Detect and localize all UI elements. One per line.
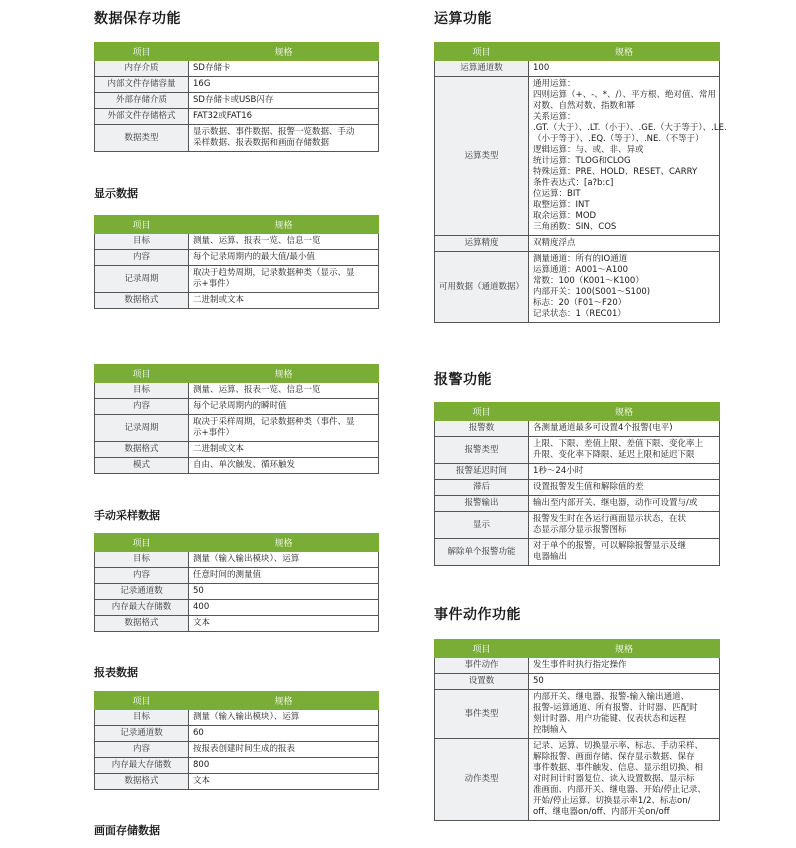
row-item: 目标 xyxy=(95,234,189,250)
table-header-row xyxy=(95,43,379,61)
spec-line: 50 xyxy=(533,676,544,686)
screen-save-title: 画面存储数据 xyxy=(94,824,160,837)
table-header-row xyxy=(95,692,379,710)
row-spec xyxy=(189,758,379,774)
spec-line: 记录状态：1（REC01） xyxy=(533,309,626,319)
display-data-section xyxy=(94,187,379,201)
spec-line: （小于等于）、.EQ.（等于）、.NE.（不等于） xyxy=(533,134,704,144)
row-spec xyxy=(189,415,379,442)
spec-line: 位运算：BIT xyxy=(533,189,581,199)
row-spec xyxy=(529,512,720,539)
row-item: 报警延迟时间 xyxy=(435,464,529,480)
header-item: 项目 xyxy=(95,534,189,552)
row-spec xyxy=(189,266,379,293)
spec-line: 运算通道：A001～A100 xyxy=(533,265,629,275)
spec-line: 记录、运算、切换显示率、标志、手动采样、 xyxy=(533,741,704,751)
event-action-table-wrap xyxy=(434,639,720,821)
table-row xyxy=(95,125,379,152)
row-item: 内容 xyxy=(95,250,189,266)
spec-line: 测量、运算、报表一览、信息一览 xyxy=(193,236,321,246)
spec-line: 1秒～24小时 xyxy=(533,466,584,476)
row-spec xyxy=(529,236,720,252)
table-row xyxy=(95,61,379,77)
spec-line: 自由、单次触发、循环触发 xyxy=(193,460,296,470)
table-row xyxy=(95,399,379,415)
row-spec xyxy=(189,399,379,415)
header-spec: 规格 xyxy=(189,43,379,61)
spec-line: 事件数据、事件触发、信息、显示组切换、相 xyxy=(533,763,704,773)
row-spec xyxy=(189,234,379,250)
row-item: 记录周期 xyxy=(95,415,189,442)
spec-line: 每个记录周期内的瞬时值 xyxy=(193,401,287,411)
row-spec xyxy=(189,616,379,632)
spec-line: 各测量通道最多可设置4个报警(电平) xyxy=(533,423,673,433)
row-item: 内存最大存储数 xyxy=(95,758,189,774)
row-spec xyxy=(529,77,727,236)
spec-line: 关系运算： xyxy=(533,112,576,122)
spec-line: 显示数据、事件数据、报警一览数据、手动 xyxy=(193,127,355,137)
table-row xyxy=(95,600,379,616)
spec-line: 60 xyxy=(193,728,204,738)
row-item: 记录周期 xyxy=(95,266,189,293)
spec-line: 文本 xyxy=(193,776,211,786)
table-row xyxy=(435,496,720,512)
table-header-row xyxy=(95,534,379,552)
table-row xyxy=(435,61,720,77)
header-spec: 规格 xyxy=(529,43,720,61)
spec-line: 准画面、内部开关、继电器、开始/停止记录、 xyxy=(533,785,706,795)
row-spec xyxy=(189,568,379,584)
row-item: 数据格式 xyxy=(95,774,189,790)
event-data-table-wrap xyxy=(94,364,379,474)
spec-line: 对数、自然对数、指数和幂 xyxy=(533,101,636,111)
row-spec xyxy=(529,464,720,480)
calc-title: 运算功能 xyxy=(434,11,492,27)
table-row xyxy=(95,710,379,726)
row-item: 数据类型 xyxy=(95,125,189,152)
spec-line: 取决于趋势周期，记录数据种类（显示、显 xyxy=(193,268,355,278)
table-header-row xyxy=(95,365,379,383)
spec-line: 态显示部分显示报警图标 xyxy=(533,525,627,535)
table-row xyxy=(95,552,379,568)
spec-line: 刻计时器、用户功能键、仪表状态和远程 xyxy=(533,714,687,724)
spec-line: 采样数据、报表数据和画面存储数据 xyxy=(193,138,330,148)
screen-save-section xyxy=(94,824,379,838)
row-item: 目标 xyxy=(95,710,189,726)
spec-line: 内部开关：100(S001～S100) xyxy=(533,287,651,297)
manual-sample-table-wrap xyxy=(94,533,379,632)
row-spec xyxy=(189,93,379,109)
table-row xyxy=(95,458,379,474)
table-row xyxy=(435,77,720,236)
row-item: 报警类型 xyxy=(435,437,529,464)
spec-line: 通用运算： xyxy=(533,79,576,89)
table-row xyxy=(435,252,720,323)
header-item: 项目 xyxy=(95,365,189,383)
row-item: 可用数据（通道数据） xyxy=(435,252,529,323)
table-row xyxy=(95,568,379,584)
table-row xyxy=(95,109,379,125)
row-spec xyxy=(189,125,379,152)
spec-line: 内部开关、继电器、报警-输入输出通道、 xyxy=(533,692,690,702)
row-spec xyxy=(189,584,379,600)
table-row xyxy=(95,742,379,758)
table-row xyxy=(95,77,379,93)
table-row xyxy=(95,250,379,266)
row-spec xyxy=(189,774,379,790)
spec-line: 电器输出 xyxy=(533,552,568,562)
row-item: 目标 xyxy=(95,552,189,568)
spec-line: 输出至内部开关、继电器，动作可设置与/或 xyxy=(533,498,698,508)
spec-line: 对时间计时器复位、读入设置数据、显示标 xyxy=(533,774,695,784)
header-item: 项目 xyxy=(95,216,189,234)
table-row xyxy=(435,421,720,437)
row-item: 内存介质 xyxy=(95,61,189,77)
spec-line: .GT.（大于）、.LT.（小于）、.GE.（大于等于）、.LE. xyxy=(533,123,727,133)
table-row xyxy=(95,234,379,250)
table-row xyxy=(95,266,379,293)
spec-line: 报警发生时在各运行画面显示状态，在状 xyxy=(533,514,687,524)
row-spec xyxy=(529,539,720,566)
spec-line: 二进制或文本 xyxy=(193,295,245,305)
row-spec xyxy=(189,109,379,125)
spec-line: 三角函数：SIN、COS xyxy=(533,222,617,232)
table-header-row xyxy=(435,640,720,658)
row-spec xyxy=(189,61,379,77)
header-spec: 规格 xyxy=(189,216,379,234)
spec-line: 400 xyxy=(193,602,210,612)
spec-line: 常数：100（K001～K100） xyxy=(533,276,644,286)
spec-line: 任意时间的测量值 xyxy=(193,570,262,580)
spec-line: off、继电器on/off、内部开关on/off xyxy=(533,807,670,817)
spec-line: 解除报警、画面存储、保存显示数据、保存 xyxy=(533,752,695,762)
spec-line: 对于单个的报警，可以解除报警显示及继 xyxy=(533,541,687,551)
table-row xyxy=(435,690,720,739)
spec-line: SD存储卡 xyxy=(193,63,231,73)
header-item: 项目 xyxy=(435,43,529,61)
spec-line: 测量通道：所有的IO通道 xyxy=(533,254,628,264)
row-spec xyxy=(189,442,379,458)
spec-line: 报警-运算通道、所有报警、计时器、匹配时 xyxy=(533,703,698,713)
spec-line: 取余运算：MOD xyxy=(533,211,597,221)
event-action-section xyxy=(434,606,720,624)
spec-line: 100 xyxy=(533,63,550,73)
table-row xyxy=(95,93,379,109)
table-row xyxy=(95,584,379,600)
row-item: 解除单个报警功能 xyxy=(435,539,529,566)
spec-line: 二进制或文本 xyxy=(193,444,245,454)
table-row xyxy=(95,774,379,790)
spec-line: 按报表创建时间生成的报表 xyxy=(193,744,296,754)
table-row xyxy=(95,726,379,742)
alarm-table xyxy=(434,402,720,566)
calc-section xyxy=(434,10,720,28)
row-item: 运算通道数 xyxy=(435,61,529,77)
row-item: 显示 xyxy=(435,512,529,539)
table-row xyxy=(435,437,720,464)
row-item: 事件动作 xyxy=(435,658,529,674)
spec-line: 测量（输入输出模块）、运算 xyxy=(193,712,300,722)
report-data-table xyxy=(94,691,379,790)
manual-sample-title: 手动采样数据 xyxy=(94,509,160,522)
row-item: 动作类型 xyxy=(435,739,529,821)
spec-line: 双精度浮点 xyxy=(533,238,576,248)
spec-line: 特殊运算：PRE、HOLD、RESET、CARRY xyxy=(533,167,698,177)
display-data-table xyxy=(94,215,379,309)
header-spec: 规格 xyxy=(529,403,720,421)
row-spec xyxy=(529,480,720,496)
table-row xyxy=(435,539,720,566)
data-save-table-wrap xyxy=(94,42,379,152)
spec-line: 取决于采样周期，记录数据种类（事件、显 xyxy=(193,417,355,427)
table-header-row xyxy=(435,43,720,61)
header-spec: 规格 xyxy=(189,692,379,710)
report-data-section xyxy=(94,666,379,680)
row-spec xyxy=(189,458,379,474)
table-row xyxy=(435,236,720,252)
data-save-table xyxy=(94,42,379,152)
table-row xyxy=(95,293,379,309)
row-spec xyxy=(189,250,379,266)
row-item: 内存最大存储数 xyxy=(95,600,189,616)
row-spec xyxy=(189,742,379,758)
spec-line: 控制输入 xyxy=(533,725,568,735)
row-item: 内容 xyxy=(95,399,189,415)
spec-line: FAT32或FAT16 xyxy=(193,111,253,121)
calc-table xyxy=(434,42,727,323)
row-spec xyxy=(529,421,720,437)
spec-line: 设置报警发生值和解除值的差 xyxy=(533,482,644,492)
row-item: 运算类型 xyxy=(435,77,529,236)
table-header-row xyxy=(435,403,720,421)
data-save-section xyxy=(94,10,379,28)
spec-line: 四则运算（+、-、*、/）、平方根、绝对值、常用 xyxy=(533,90,717,100)
table-row xyxy=(95,415,379,442)
report-data-table-wrap xyxy=(94,691,379,790)
header-item: 项目 xyxy=(95,43,189,61)
table-row xyxy=(435,512,720,539)
spec-line: 测量、运算、报表一览、信息一览 xyxy=(193,385,321,395)
row-spec xyxy=(529,61,720,77)
row-item: 内容 xyxy=(95,568,189,584)
row-spec xyxy=(189,293,379,309)
row-item: 内容 xyxy=(95,742,189,758)
row-item: 外部文件存储格式 xyxy=(95,109,189,125)
row-spec xyxy=(189,726,379,742)
row-item: 目标 xyxy=(95,383,189,399)
manual-sample-table xyxy=(94,533,379,632)
event-action-title: 事件动作功能 xyxy=(434,607,521,623)
display-data-title: 显示数据 xyxy=(94,187,138,200)
spec-line: 逻辑运算：与、或、非、异或 xyxy=(533,145,644,155)
spec-line: 条件表达式：[a?b:c] xyxy=(533,178,614,188)
spec-line: 50 xyxy=(193,586,204,596)
alarm-section xyxy=(434,371,720,389)
table-row xyxy=(435,658,720,674)
event-data-table xyxy=(94,364,379,474)
row-spec xyxy=(189,600,379,616)
table-row xyxy=(95,383,379,399)
table-row xyxy=(95,442,379,458)
manual-sample-section xyxy=(94,509,379,523)
spec-line: 取整运算：INT xyxy=(533,200,590,210)
row-spec xyxy=(189,77,379,93)
spec-line: 上限、下限、差值上限、差值下限、变化率上 xyxy=(533,439,704,449)
row-spec xyxy=(529,690,720,739)
spec-line: 统计运算：TLOG和CLOG xyxy=(533,156,631,166)
row-spec xyxy=(189,383,379,399)
spec-line: 发生事件时执行指定操作 xyxy=(533,660,627,670)
table-header-row xyxy=(95,216,379,234)
header-item: 项目 xyxy=(95,692,189,710)
row-spec xyxy=(529,496,720,512)
spec-line: 文本 xyxy=(193,618,211,628)
report-data-title: 报表数据 xyxy=(94,666,138,679)
row-spec xyxy=(529,437,720,464)
data-save-title: 数据保存功能 xyxy=(94,11,181,27)
row-spec xyxy=(529,252,720,323)
spec-line: 每个记录周期内的最大值/最小值 xyxy=(193,252,315,262)
header-spec: 规格 xyxy=(189,365,379,383)
spec-line: 800 xyxy=(193,760,210,770)
header-spec: 规格 xyxy=(189,534,379,552)
spec-line: 升限、变化率下降限、延迟上限和延迟下限 xyxy=(533,450,695,460)
row-item: 数据格式 xyxy=(95,293,189,309)
row-item: 数据格式 xyxy=(95,442,189,458)
spec-line: 示+事件） xyxy=(193,279,235,289)
table-row xyxy=(95,758,379,774)
spec-line: SD存储卡或USB闪存 xyxy=(193,95,274,105)
row-item: 设置数 xyxy=(435,674,529,690)
spec-line: 16G xyxy=(193,79,211,89)
row-item: 模式 xyxy=(95,458,189,474)
row-spec xyxy=(189,710,379,726)
row-item: 事件类型 xyxy=(435,690,529,739)
row-item: 滞后 xyxy=(435,480,529,496)
row-item: 记录通道数 xyxy=(95,726,189,742)
spec-line: 测量（输入输出模块）、运算 xyxy=(193,554,300,564)
event-action-table xyxy=(434,639,720,821)
table-row xyxy=(435,480,720,496)
row-item: 记录通道数 xyxy=(95,584,189,600)
row-item: 内部文件存储容量 xyxy=(95,77,189,93)
display-data-table-wrap xyxy=(94,215,379,309)
header-spec: 规格 xyxy=(529,640,720,658)
spec-line: 开始/停止运算、切换显示率1/2、标志on/ xyxy=(533,796,691,806)
row-item: 数据格式 xyxy=(95,616,189,632)
table-row xyxy=(435,464,720,480)
table-row xyxy=(95,616,379,632)
row-spec xyxy=(189,552,379,568)
row-spec xyxy=(529,658,720,674)
row-item: 外部存储介质 xyxy=(95,93,189,109)
spec-line: 标志：20（F01～F20） xyxy=(533,298,627,308)
calc-table-wrap xyxy=(434,42,727,323)
header-item: 项目 xyxy=(435,640,529,658)
row-spec xyxy=(529,739,720,821)
header-item: 项目 xyxy=(435,403,529,421)
spec-line: 示+事件） xyxy=(193,428,235,438)
table-row xyxy=(435,739,720,821)
row-spec xyxy=(529,674,720,690)
alarm-table-wrap xyxy=(434,402,720,566)
row-item: 报警数 xyxy=(435,421,529,437)
row-item: 运算精度 xyxy=(435,236,529,252)
alarm-title: 报警功能 xyxy=(434,372,492,388)
row-item: 报警输出 xyxy=(435,496,529,512)
table-row xyxy=(435,674,720,690)
